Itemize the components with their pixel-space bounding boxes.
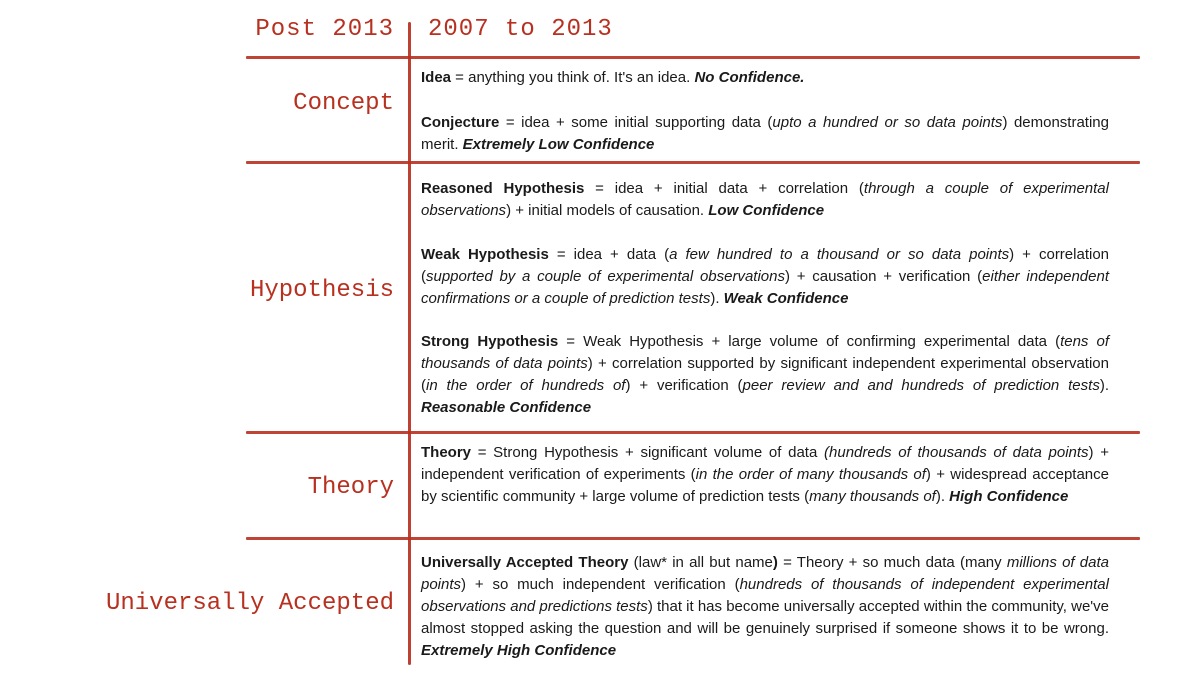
- entry-text-segment: Weak Hypothesis: [421, 246, 549, 263]
- row-label-universally-accepted: Universally Accepted: [105, 590, 394, 617]
- header-2007-to-2013: 2007 to 2013: [428, 16, 613, 43]
- entry-text-segment: either independent confirmations or a couple of prediction tests: [421, 268, 1109, 307]
- entry-text-segment: hundreds of thousands of independent experimental observations and predictions tests: [421, 576, 1109, 615]
- row-label-theory: Theory: [307, 474, 394, 501]
- entry-text-segment: Extremely High Confidence: [421, 642, 617, 659]
- entry-text-segment: ) + verification (: [625, 377, 743, 394]
- entry-text-segment: = anything you think of. It's an idea.: [451, 69, 695, 86]
- entry-text-segment: millions of data points: [421, 554, 1109, 593]
- entry-text-segment: ) + widespread acceptance by scientific community + large volume of prediction tests (: [421, 466, 1109, 505]
- entry-theory: [421, 442, 1109, 508]
- entry-text-segment: No Confidence.: [694, 69, 805, 86]
- header-post-2013: Post 2013: [255, 16, 394, 43]
- entry-text-segment: Universally Accepted Theory: [421, 554, 629, 571]
- entry-text-segment: = idea + some initial supporting data (: [499, 114, 773, 131]
- entry-text-segment: ) + so much independent verification (: [461, 576, 740, 593]
- entry-text-segment: ) + correlation supported by significant independent experimental observation (: [421, 355, 1109, 394]
- entry-text-segment: ) + correlation (: [421, 246, 1110, 285]
- entry-text-segment: ) + causation + verification (: [785, 268, 983, 285]
- entry-text-segment: = Theory + so much data (many: [777, 554, 1007, 571]
- entry-text-segment: Strong Hypothesis: [421, 333, 559, 350]
- entry-text-segment: in the order of many thousands of: [695, 466, 926, 483]
- entry-text-segment: ) + independent verification of experiments (: [421, 444, 1109, 483]
- entry-text-segment: = idea + data (: [548, 246, 670, 263]
- row-divider: [246, 161, 1140, 164]
- entry-text-segment: ) + initial models of causation.: [506, 202, 709, 219]
- entry-text-segment: peer review and and hundreds of prediction tests: [742, 377, 1100, 394]
- entry-text-segment: (hundreds of thousands of data points: [824, 444, 1089, 461]
- entry-text-segment: Weak Confidence: [723, 290, 849, 307]
- entry-text-segment: High Confidence: [949, 488, 1069, 505]
- entry-text-segment: in the order of hundreds of: [426, 377, 626, 394]
- entry-text-segment: ).: [935, 488, 950, 505]
- entry-text-segment: Idea: [421, 69, 452, 86]
- entry-text-segment: ) demonstrating merit.: [421, 114, 1109, 153]
- entry-text-segment: = Strong Hypothesis + significant volume of data: [471, 444, 825, 461]
- entry-text-segment: upto a hundred or so data points: [772, 114, 1003, 131]
- entry-text-segment: ).: [1099, 377, 1109, 394]
- entry-strong-hypothesis: [421, 331, 1109, 419]
- entry-text-segment: Reasonable Confidence: [421, 399, 592, 416]
- row-divider: [246, 431, 1140, 434]
- row-label-hypothesis: Hypothesis: [249, 277, 394, 304]
- entry-text-segment: Theory: [421, 444, 472, 461]
- entry-text-segment: many thousands of: [809, 488, 936, 505]
- entry-text-segment: (law* in all but name: [628, 554, 773, 571]
- row-divider: [246, 56, 1140, 59]
- entry-text-segment: tens of thousands of data points: [421, 333, 1109, 372]
- entry-text-segment: Reasoned Hypothesis: [421, 180, 585, 197]
- entry-reasoned-hypothesis: [421, 178, 1109, 222]
- vertical-divider: [408, 22, 411, 665]
- entry-text-segment: ): [772, 554, 778, 571]
- entry-text-segment: supported by a couple of experimental observations: [426, 268, 785, 285]
- row-divider: [246, 537, 1140, 540]
- entry-weak-hypothesis: [421, 244, 1109, 310]
- entry-universally-accepted-theory: [421, 552, 1109, 662]
- entry-text-segment: a few hundred to a thousand or so data points: [669, 246, 1010, 263]
- entry-text-segment: ).: [710, 290, 724, 307]
- entry-text-segment: = idea + initial data + correlation (: [584, 180, 864, 197]
- entry-text-segment: Low Confidence: [708, 202, 825, 219]
- entry-idea: [421, 67, 1109, 89]
- entry-conjecture: [421, 112, 1109, 156]
- entry-text-segment: ) that it has become universally accepted within the community, we've almost stopped asking the question and will be genuinely surprised if someone shows it to be wrong.: [421, 598, 1109, 637]
- entry-text-segment: Conjecture: [421, 114, 500, 131]
- row-label-concept: Concept: [293, 90, 394, 117]
- entry-text-segment: through a couple of experimental observations: [421, 180, 1109, 219]
- entry-text-segment: = Weak Hypothesis + large volume of confirming experimental data (: [558, 333, 1061, 350]
- entry-text-segment: Extremely Low Confidence: [462, 136, 655, 153]
